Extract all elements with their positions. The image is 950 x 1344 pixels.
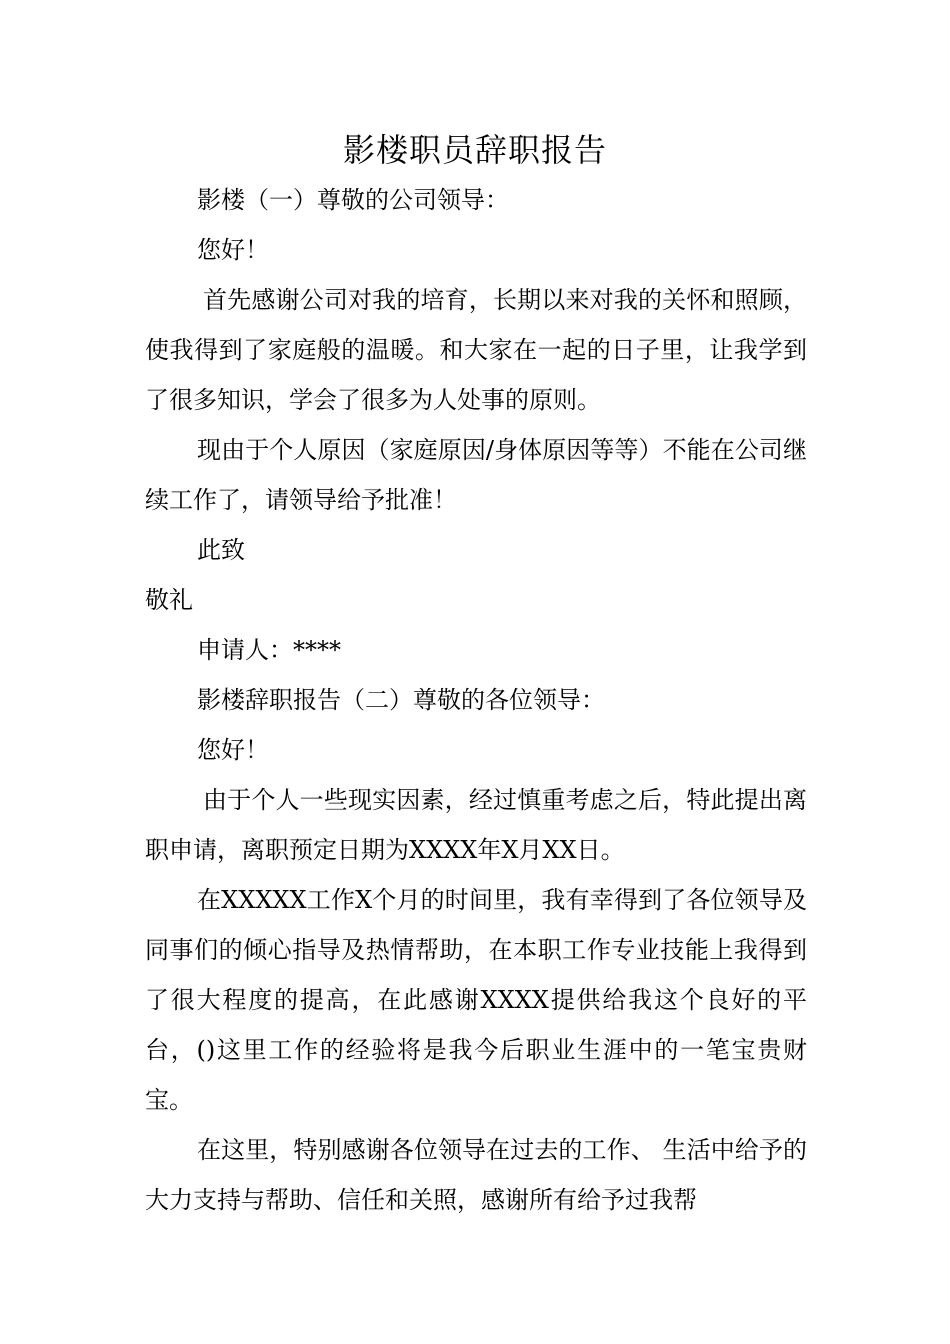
greeting-1: 您好！ (197, 236, 269, 264)
closing-line: 此致 (197, 536, 245, 564)
greeting-2: 您好！ (197, 736, 269, 764)
applicant-line: 申请人：**** (197, 636, 341, 664)
paragraph-reason: 现由于个人原因（家庭原因/身体原因等等）不能在公司继续工作了，请领导给予批准！ (145, 436, 807, 514)
salutation-1: 影楼（一）尊敬的公司领导： (197, 186, 509, 214)
document-body (145, 175, 807, 1225)
paragraph-thanks: 首先感谢公司对我的培育，长期以来对我的关怀和照顾，使我得到了家庭般的温暖。和大家在一起的日子里，让我学到了很多知识，学会了很多为人处事的原则。 (145, 286, 807, 414)
paragraph-gratitude: 在这里，特别感谢各位领导在过去的工作、 生活中给予的大力支持与帮助、信任和关照，感谢所有给予过我帮 (145, 1136, 807, 1214)
salutation-2: 影楼辞职报告（二）尊敬的各位领导： (197, 686, 605, 714)
document-title: 影楼职员辞职报告 (342, 131, 607, 169)
closing-salute: 敬礼 (145, 586, 193, 614)
paragraph-resignation-date: 由于个人一些现实因素，经过慎重考虑之后，特此提出离职申请，离职预定日期为XXXX年X月XX日。 (145, 786, 807, 864)
paragraph-experience: 在XXXXX工作X个月的时间里，我有幸得到了各位领导及同事们的倾心指导及热情帮助，在本职工作专业技能上我得到了很大程度的提高，在此感谢XXXX提供给我这个良好的平台，()这里工作的经验将是我今后职业生涯中的一笔宝贵财宝。 (145, 886, 807, 1114)
